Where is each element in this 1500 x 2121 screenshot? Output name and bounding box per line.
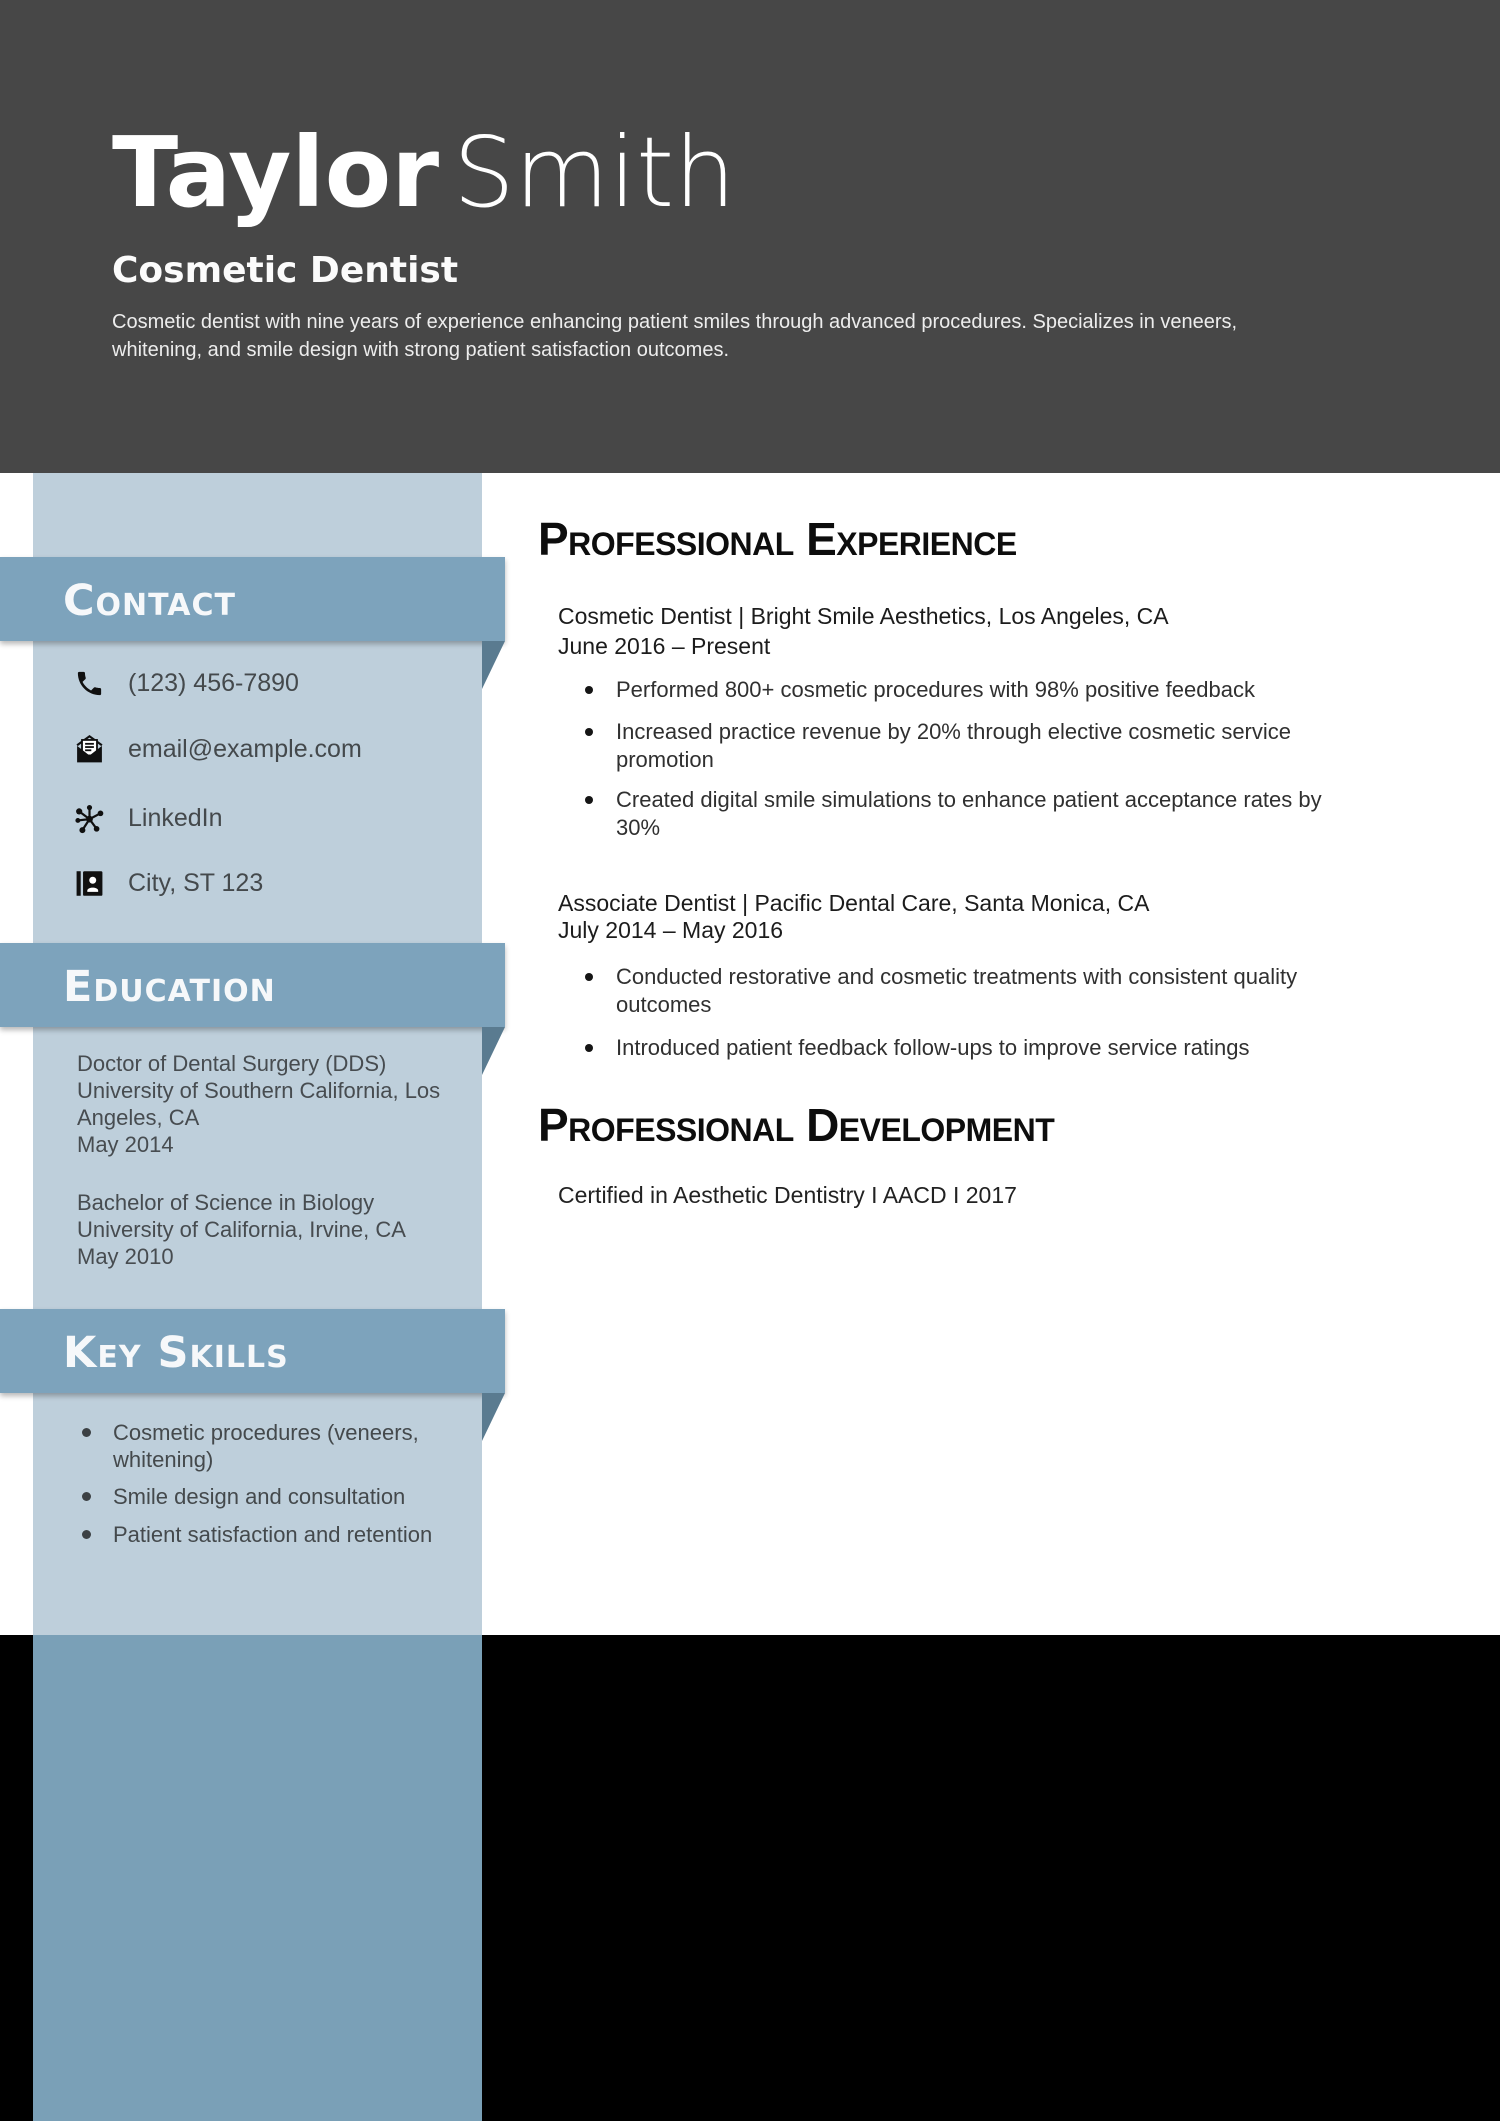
bullet-dot: [585, 973, 593, 981]
summary-line: Cosmetic dentist with nine years of experience enhancing patient smiles through advanced procedures. Specializes in veneers,: [112, 311, 1238, 333]
bullet-dot: [585, 796, 593, 804]
bullet-line: Performed 800+ cosmetic procedures with 98% positive feedback: [616, 677, 1255, 702]
bullet-line: Created digital smile simulations to enhance patient acceptance rates by: [616, 787, 1322, 812]
experience-bullet: [585, 718, 1291, 774]
education-line: University of Southern California, Los: [77, 1078, 441, 1103]
job-title-line: Cosmetic Dentist | Bright Smile Aesthetics, Los Angeles, CA: [558, 603, 1169, 629]
skill-item: [82, 1483, 405, 1510]
skill-line: Smile design and consultation: [113, 1484, 406, 1509]
education-line: Bachelor of Science in Biology: [77, 1190, 375, 1215]
sidebar-bottom-column: [33, 1635, 482, 2121]
contact-phone-text: (123) 456-7890: [128, 668, 299, 697]
contact-linkedin-text: LinkedIn: [128, 803, 223, 832]
certification-line: Certified in Aesthetic Dentistry I AACD I 2017: [558, 1182, 1017, 1208]
bullet-line: Conducted restorative and cosmetic treatments with consistent quality: [616, 964, 1298, 989]
bullet-dot: [585, 728, 593, 736]
education-line: May 2014: [77, 1132, 174, 1157]
experience-bullet: [585, 1034, 1249, 1062]
education-line: May 2010: [77, 1244, 174, 1269]
bullet-dot: [585, 686, 593, 694]
education-line: University of California, Irvine, CA: [77, 1217, 406, 1242]
contact-item-email: [73, 732, 362, 766]
job-dates: June 2016 – Present: [558, 633, 771, 659]
education-line: Doctor of Dental Surgery (DDS): [77, 1051, 387, 1076]
contact-location-text: City, ST 123: [128, 868, 264, 897]
last-name: Smith: [453, 116, 736, 229]
job-dates: July 2014 – May 2016: [558, 917, 784, 943]
education-heading: Education: [63, 962, 276, 1012]
first-name: Taylor: [112, 116, 440, 229]
contact-item-phone: [73, 666, 299, 700]
summary-paragraph: [112, 308, 1422, 364]
person-name: [112, 116, 736, 229]
bullet-line: outcomes: [616, 992, 712, 1017]
bullet-dot: [585, 1044, 593, 1052]
key-skills-heading: Key Skills: [63, 1328, 289, 1378]
experience-heading: Professional Experience: [538, 513, 1017, 565]
bullet-line: Introduced patient feedback follow-ups to improve service ratings: [616, 1035, 1250, 1060]
contact-section-banner: [0, 557, 505, 641]
contact-heading: Contact: [63, 576, 237, 626]
experience-bullet: [585, 786, 1322, 842]
education-banner-fold: [482, 1027, 505, 1075]
bullet-dot: [82, 1492, 91, 1501]
job-title-line: Associate Dentist | Pacific Dental Care, Santa Monica, CA: [558, 890, 1150, 916]
bullet-line: Increased practice revenue by 20% through elective cosmetic service: [616, 719, 1292, 744]
summary-line: whitening, and smile design with strong patient satisfaction outcomes.: [112, 339, 730, 361]
key-skills-banner-fold: [482, 1393, 505, 1441]
skill-item: [82, 1419, 419, 1473]
education-entry: [77, 1189, 406, 1270]
education-entry: [77, 1050, 440, 1158]
skill-line: Patient satisfaction and retention: [113, 1522, 433, 1547]
bullet-line: 30%: [616, 815, 661, 840]
contact-email-text: email@example.com: [128, 734, 362, 763]
skill-item: [82, 1521, 432, 1548]
key-skills-section-banner: [0, 1309, 505, 1393]
experience-bullet: [585, 963, 1297, 1019]
bullet-line: promotion: [616, 747, 714, 772]
job-title: Cosmetic Dentist: [112, 250, 459, 291]
skill-line: whitening): [113, 1447, 214, 1472]
linkedin-icon: [73, 802, 106, 835]
bullet-dot: [82, 1530, 91, 1539]
location-card-icon: [73, 867, 106, 900]
contact-item-linkedin: [73, 801, 223, 835]
contact-banner-fold: [482, 641, 505, 689]
header-band: [0, 0, 1500, 473]
experience-bullet: [585, 676, 1255, 704]
phone-icon: [73, 667, 106, 700]
education-section-banner: [0, 943, 505, 1027]
education-line: Angeles, CA: [77, 1105, 200, 1130]
contact-item-location: [73, 866, 263, 900]
bullet-dot: [82, 1428, 91, 1437]
development-heading: Professional Development: [538, 1099, 1055, 1151]
email-icon: [73, 733, 106, 766]
skill-line: Cosmetic procedures (veneers,: [113, 1420, 419, 1445]
